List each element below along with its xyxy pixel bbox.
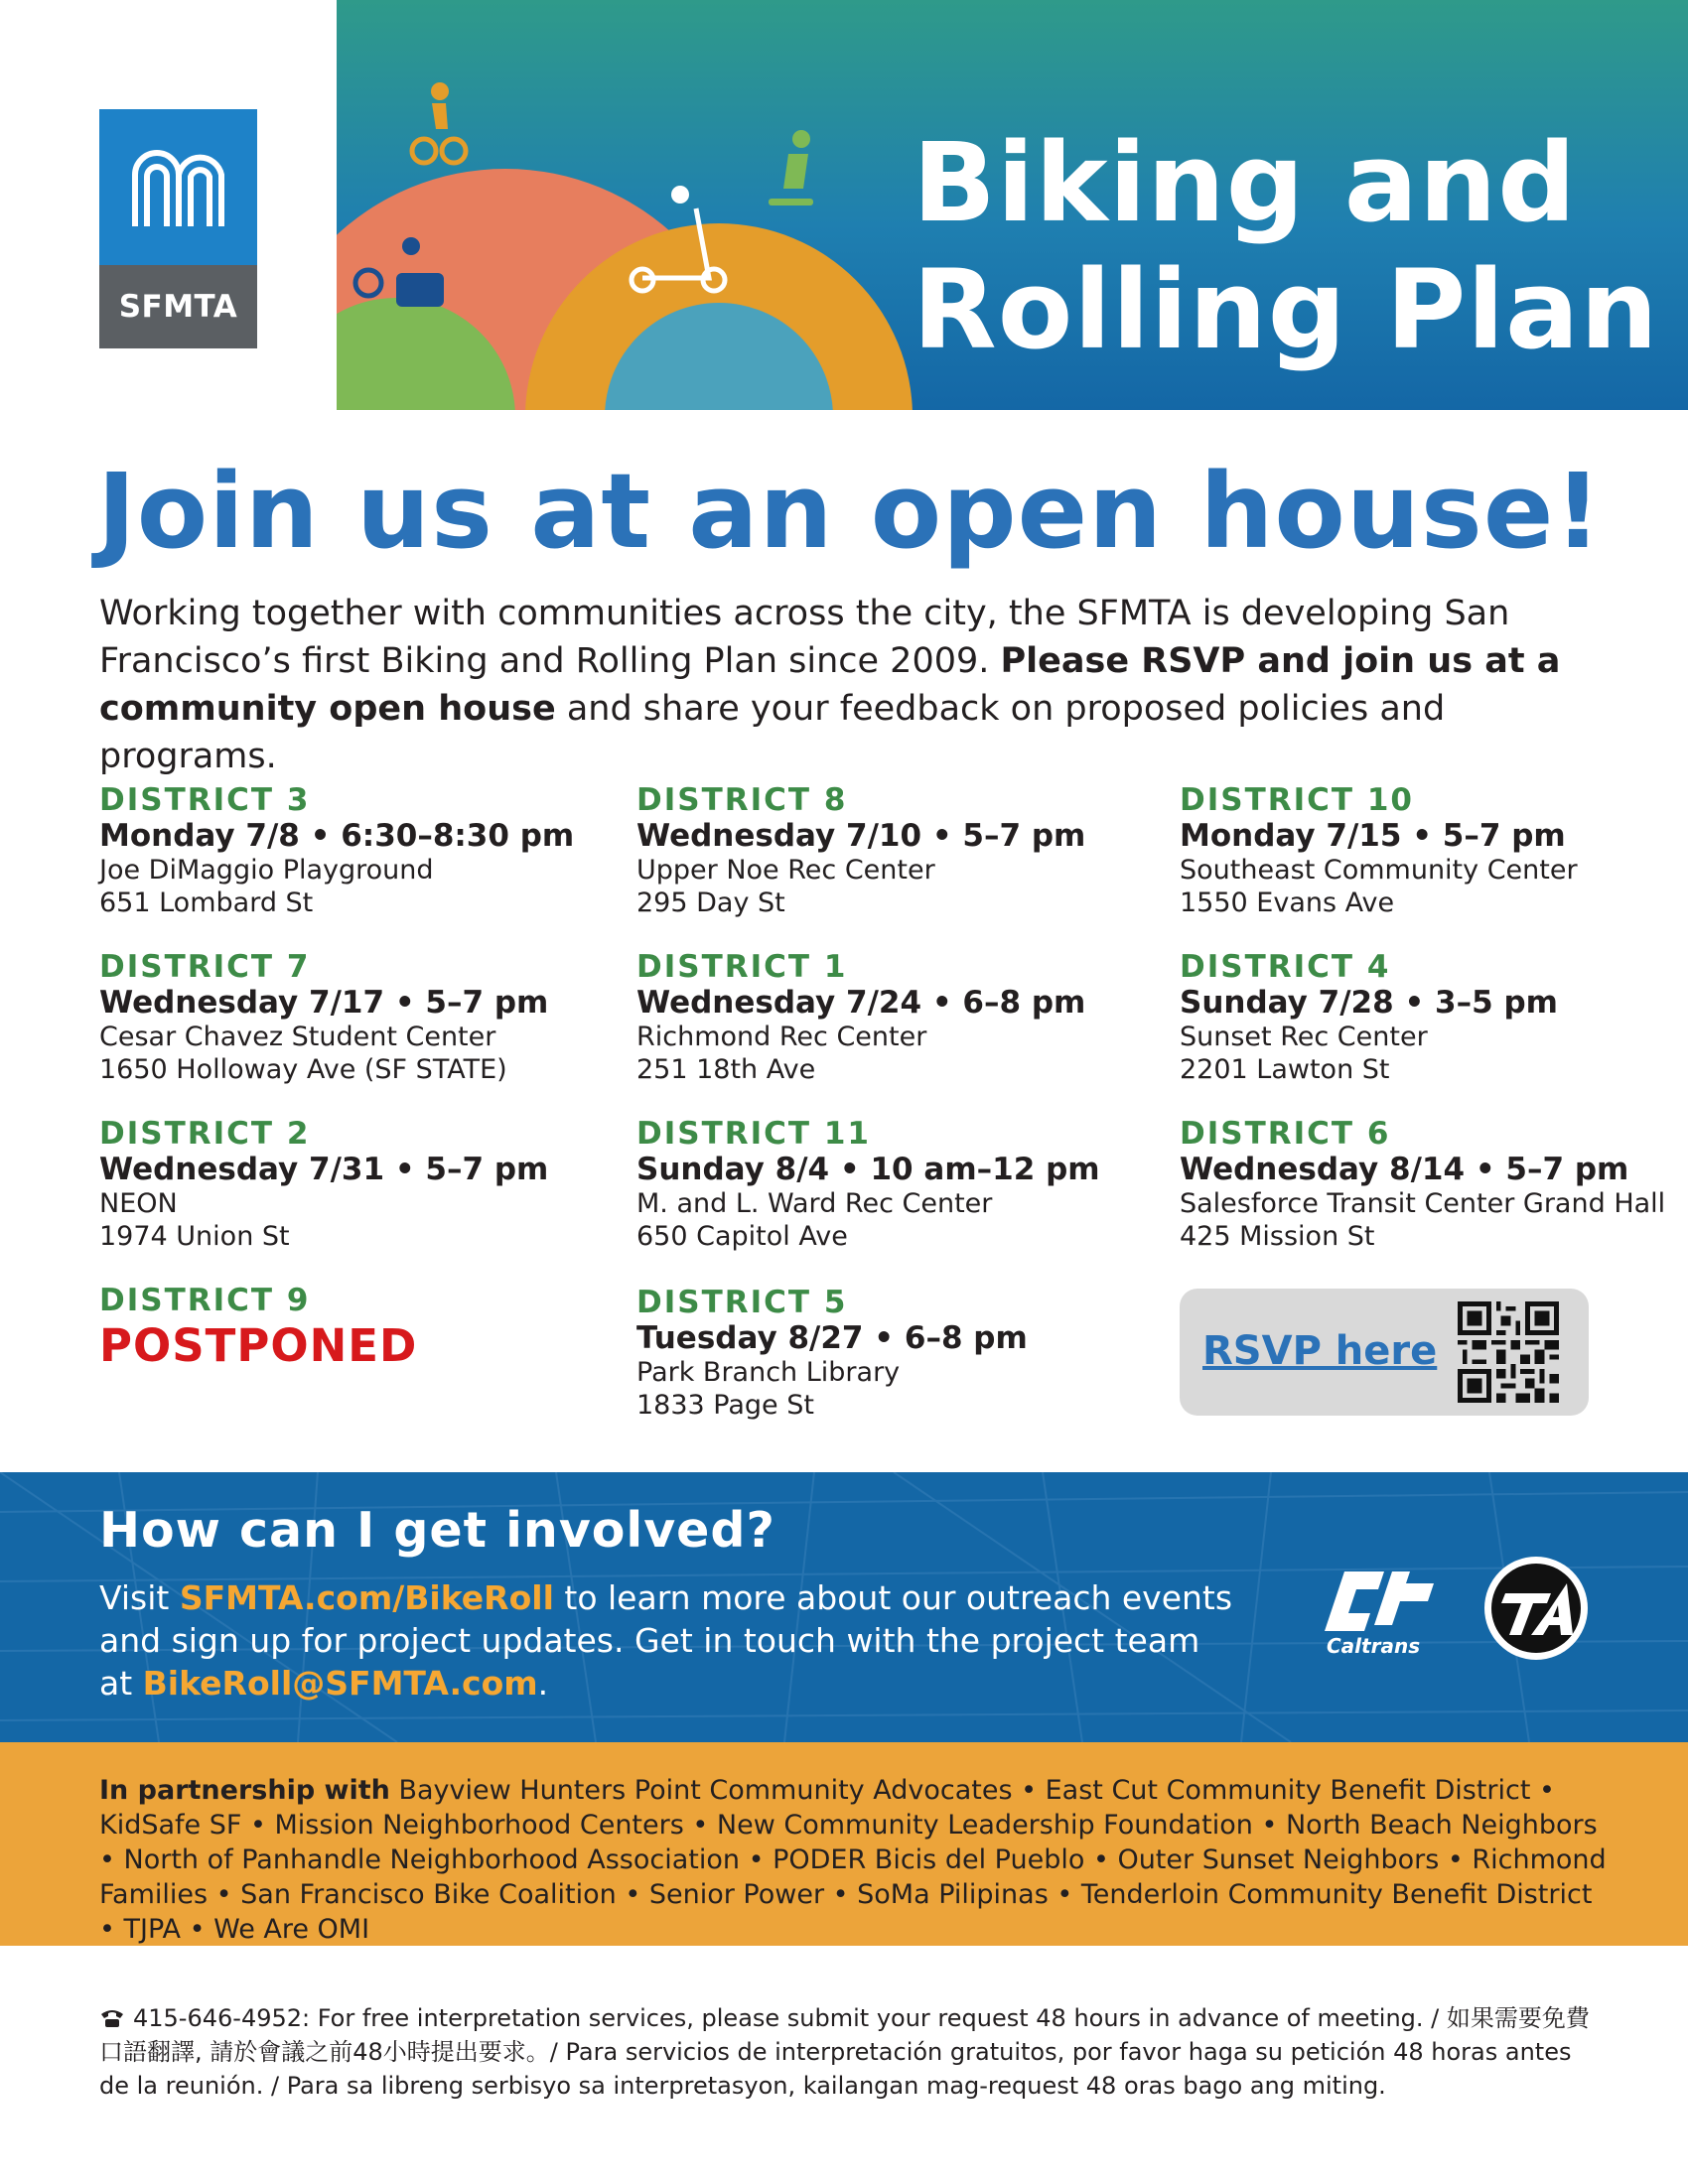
postponed-label: POSTPONED — [99, 1319, 418, 1372]
email-link[interactable]: BikeRoll@SFMTA.com — [142, 1664, 538, 1703]
partners-list: Bayview Hunters Point Community Advocates • East Cut Community Benefit District • KidSafe SF • Mission Neighborhood Centers • New Community Leadership Foundation • North Beach Neighbors • North of Panhandle Neighborhood Association • PODER Bicis del Pueblo • Outer Sunset Neighbors • Richmond Families • San Francisco Bike Coalition • Senior Power • SoMa Pilipinas • Tenderloin Community Benefit District • TJPA • We Are OMI — [99, 1775, 1607, 1945]
event-district-2 — [99, 1116, 626, 1253]
event-when: Wednesday 8/14 • 5–7 pm — [1180, 1152, 1629, 1187]
event-address: 1974 Union St — [99, 1221, 290, 1252]
banner-illustration — [337, 0, 932, 410]
involved-title: How can I get involved? — [99, 1502, 775, 1559]
event-address: 651 Lombard St — [99, 887, 314, 918]
event-district-10 — [1180, 782, 1688, 919]
banner-title-line2: Rolling Plan — [913, 246, 1659, 373]
event-place: Southeast Community Center — [1180, 855, 1578, 886]
sfmta-logo-mark — [99, 109, 257, 265]
event-district: DISTRICT 10 — [1180, 782, 1414, 818]
header-banner — [337, 0, 1688, 410]
event-when: Wednesday 7/24 • 6–8 pm — [636, 985, 1086, 1021]
phone-icon — [99, 2008, 125, 2028]
event-place: Park Branch Library — [636, 1357, 901, 1388]
event-when: Tuesday 8/27 • 6–8 pm — [636, 1320, 1028, 1356]
event-district: DISTRICT 8 — [636, 782, 848, 818]
event-address: 425 Mission St — [1180, 1221, 1375, 1252]
event-place: Upper Noe Rec Center — [636, 855, 935, 886]
involved-paragraph — [99, 1576, 1241, 1705]
event-district-11 — [636, 1116, 1163, 1253]
event-place: NEON — [99, 1188, 178, 1219]
page-title: Join us at an open house! — [97, 451, 1603, 572]
event-place: M. and L. Ward Rec Center — [636, 1188, 993, 1219]
sfmta-m-icon — [129, 147, 227, 228]
event-address: 1833 Page St — [636, 1390, 814, 1421]
intro-text-2: and share your feedback on proposed policies and programs. — [99, 689, 1446, 776]
event-district-9 — [99, 1283, 626, 1374]
event-place: Richmond Rec Center — [636, 1022, 927, 1052]
event-place: Cesar Chavez Student Center — [99, 1022, 496, 1052]
event-when: Monday 7/8 • 6:30–8:30 pm — [99, 818, 575, 854]
event-address: 295 Day St — [636, 887, 785, 918]
event-when: Monday 7/15 • 5–7 pm — [1180, 818, 1566, 854]
rsvp-box[interactable] — [1180, 1289, 1589, 1416]
caltrans-logo-icon — [1315, 1562, 1444, 1661]
svg-text:Caltrans: Caltrans — [1327, 1634, 1421, 1658]
intro-text-1: Working together with communities across the city, the SFMTA is developing San Francisco’s first Biking and Rolling Plan since 2009. — [99, 594, 1510, 681]
event-district-1 — [636, 949, 1163, 1086]
event-district: DISTRICT 7 — [99, 949, 311, 985]
event-district: DISTRICT 9 — [99, 1283, 311, 1318]
event-address: 650 Capitol Ave — [636, 1221, 848, 1252]
skateboarder-icon — [769, 130, 813, 205]
event-district-6 — [1180, 1116, 1688, 1253]
bikeroll-link[interactable]: SFMTA.com/BikeRoll — [179, 1578, 554, 1617]
event-address: 1650 Holloway Ave (SF STATE) — [99, 1054, 507, 1085]
involved-text-2: to learn more about our outreach events and sign up for project updates. Get in touch with the project team at — [99, 1578, 1233, 1703]
qr-code-icon[interactable] — [1458, 1301, 1559, 1403]
partners-section — [0, 1742, 1688, 1946]
event-district-3 — [99, 782, 626, 919]
get-involved-section — [0, 1472, 1688, 1742]
event-district-5 — [636, 1285, 1163, 1422]
cyclist-icon — [412, 82, 466, 163]
event-district: DISTRICT 2 — [99, 1116, 311, 1152]
partners-paragraph — [99, 1773, 1609, 1947]
intro-bold: Please RSVP and join us at a community open house — [99, 641, 1561, 729]
event-address: 2201 Lawton St — [1180, 1054, 1390, 1085]
banner-title-line1: Biking and — [913, 119, 1578, 246]
event-district: DISTRICT 11 — [636, 1116, 871, 1152]
event-district: DISTRICT 6 — [1180, 1116, 1391, 1152]
event-when: Wednesday 7/10 • 5–7 pm — [636, 818, 1086, 854]
event-district: DISTRICT 5 — [636, 1285, 848, 1320]
event-district-8 — [636, 782, 1163, 919]
banner-title — [913, 119, 1659, 373]
interpretation-footer — [99, 2001, 1609, 2103]
event-district-7 — [99, 949, 626, 1086]
event-district: DISTRICT 3 — [99, 782, 311, 818]
event-place: Sunset Rec Center — [1180, 1022, 1428, 1052]
event-place: Salesforce Transit Center Grand Hall — [1180, 1188, 1666, 1219]
transportation-authority-logo-icon — [1481, 1554, 1591, 1663]
event-when: Sunday 8/4 • 10 am–12 pm — [636, 1152, 1100, 1187]
event-district: DISTRICT 1 — [636, 949, 848, 985]
event-district: DISTRICT 4 — [1180, 949, 1391, 985]
event-address: 1550 Evans Ave — [1180, 887, 1395, 918]
event-district-4 — [1180, 949, 1688, 1086]
involved-text-1: Visit — [99, 1578, 180, 1617]
event-when: Sunday 7/28 • 3–5 pm — [1180, 985, 1558, 1021]
sfmta-logo-text: SFMTA — [99, 265, 257, 348]
event-address: 251 18th Ave — [636, 1054, 816, 1085]
sfmta-logo — [99, 109, 257, 348]
intro-paragraph — [99, 590, 1609, 780]
event-when: Wednesday 7/17 • 5–7 pm — [99, 985, 549, 1021]
partners-lead: In partnership with — [99, 1775, 390, 1806]
event-when: Wednesday 7/31 • 5–7 pm — [99, 1152, 549, 1187]
event-place: Joe DiMaggio Playground — [99, 855, 434, 886]
involved-text-3: . — [537, 1664, 549, 1703]
footer-text: 415-646-4952: For free interpretation services, please submit your request 48 hours in advance of meeting. / 如果需要免費口語翻譯, 請於會議之前48小時提出要求。/ Para servicios de interpretación gratuitos, por favor haga su petición 48 horas antes de la reunión. / Para sa libreng serbisyo sa interpretasyon, kailangan mag-request 48 oras bago ang miting. — [99, 2004, 1590, 2100]
rsvp-link[interactable]: RSVP here — [1202, 1328, 1438, 1374]
